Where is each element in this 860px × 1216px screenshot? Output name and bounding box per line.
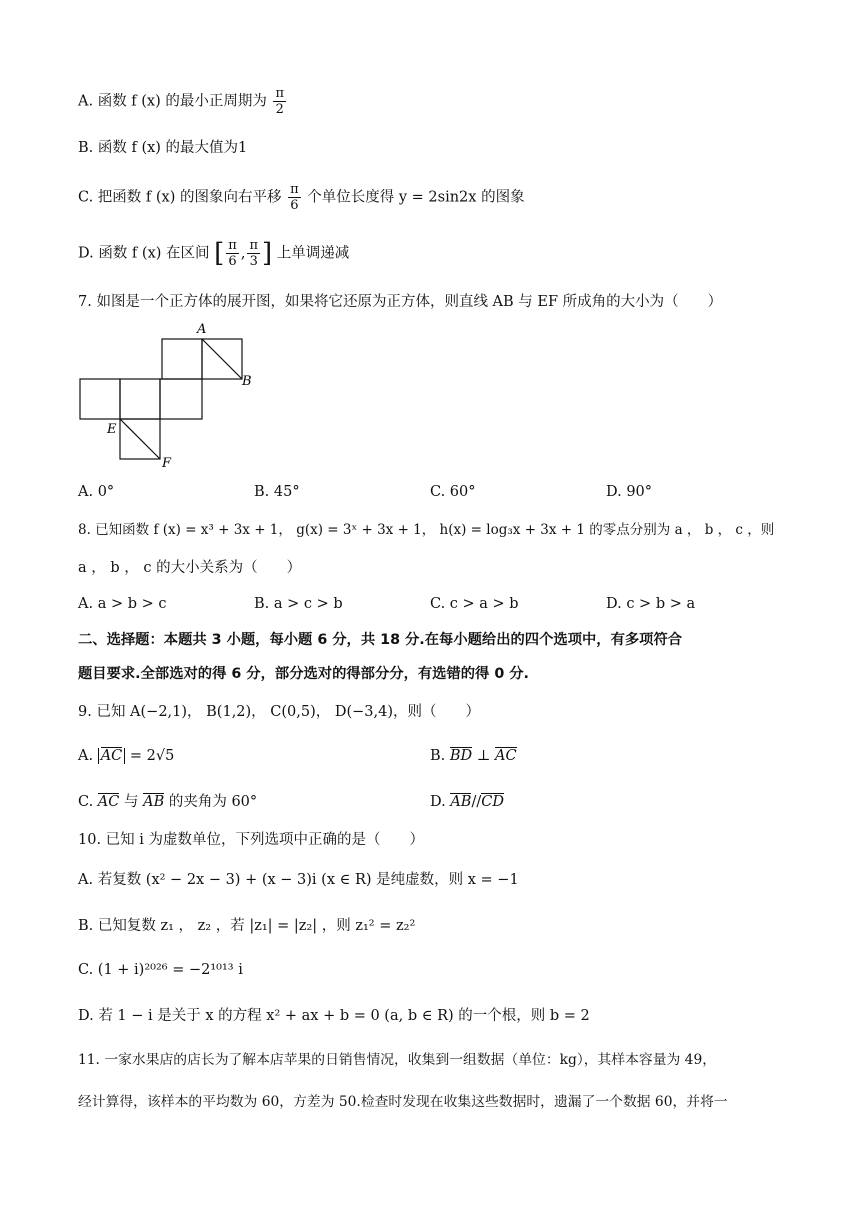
option-label: A.	[78, 748, 94, 764]
q11-line2: 经计算得，该样本的平均数为 60，方差为 50.检查时发现在收集这些数据时，遗漏了一个数据 60，并将一	[78, 1094, 728, 1110]
fraction-denominator: 6	[228, 254, 237, 269]
q8-option-d: D. c > b > a	[606, 596, 696, 612]
q9-stem: 9. 已知 A(−2,1)， B(1,2)， C(0,5)， D(−3,4)，则（ ）	[78, 704, 481, 720]
q7-stem: 7. 如图是一个正方体的展开图，如果将它还原为正方体，则直线 AB 与 EF 所成角的大小为（ ）	[78, 294, 723, 310]
right-bracket: ]	[261, 238, 273, 269]
q9-option-d	[430, 792, 504, 812]
fraction-denominator: 6	[290, 198, 299, 213]
q7-option-a: A. 0°	[78, 484, 115, 500]
label-e: E	[107, 422, 117, 437]
q9-option-a	[78, 746, 174, 766]
q10-option-a: A. 若复数 (x² − 2x − 3) + (x − 3)i (x ∈ R) 是纯虚数，则 x = −1	[78, 872, 519, 888]
fraction-numerator: π	[228, 238, 237, 253]
option-c-mid: 与	[123, 794, 139, 810]
q6-option-d-fraction-1	[226, 238, 239, 269]
fraction-denominator: 2	[275, 102, 284, 117]
fraction-denominator: 3	[249, 254, 258, 269]
vector-ac: AC	[100, 748, 123, 764]
fraction-numerator: π	[290, 182, 299, 197]
q10-option-d: D. 若 1 − i 是关于 x 的方程 x² + ax + b = 0 (a, b ∈ R) 的一个根，则 b = 2	[78, 1008, 590, 1024]
perpendicular-symbol: ⊥	[476, 748, 491, 764]
vector-cd: CD	[481, 794, 504, 810]
option-a-value: = 2√5	[129, 748, 175, 764]
q6-option-b: B. 函数 f (x) 的最大值为1	[78, 140, 248, 156]
option-label: D.	[430, 794, 446, 810]
magnitude-bars	[98, 748, 126, 764]
q10-stem: 10. 已知 i 为虚数单位，下列选项中正确的是（ ）	[78, 832, 425, 848]
vector-ac: AC	[495, 748, 517, 764]
parallel-symbol: //	[471, 794, 482, 810]
q6-option-d-pre: D. 函数 f (x) 在区间	[78, 245, 210, 262]
q6-option-c-pre: C. 把函数 f (x) 的图象向右平移	[78, 189, 282, 206]
q6-option-d: D. 函数 f (x) 在区间 [ $\frac{\pi}{6}$ , $\frac{\pi}{3}$ ] 上单调递减	[78, 238, 350, 269]
q9-option-c	[78, 792, 257, 812]
vector-ab: AB	[143, 794, 165, 810]
q8-stem-line2: a ， b ， c 的大小关系为（ ）	[78, 560, 302, 576]
section-two-heading-line2: 题目要求.全部选对的得 6 分，部分选对的得部分分，有选错的得 0 分.	[78, 666, 529, 682]
vector-ab: AB	[450, 794, 472, 810]
option-label: C.	[78, 794, 94, 810]
q8-option-c: C. c > a > b	[430, 596, 519, 612]
option-label: B.	[430, 748, 446, 764]
q6-option-d-fraction-2	[247, 238, 260, 269]
left-bracket: [	[214, 238, 225, 269]
q11-line1: 11. 一家水果店的店长为了解本店苹果的日销售情况，收集到一组数据（单位：kg），其样本容量为 49，	[78, 1052, 717, 1068]
fraction-numerator: π	[275, 86, 285, 101]
option-c-post: 的夹角为 60°	[168, 794, 258, 810]
q6-option-a	[78, 86, 288, 117]
label-f: F	[162, 456, 172, 470]
q6-option-a-fraction	[273, 86, 286, 117]
q6-option-a-text: A. 函数 f (x) 的最小正周期为	[78, 93, 267, 110]
q6-option-d-post: 上单调递减	[276, 245, 350, 262]
q7-option-c: C. 60°	[430, 484, 476, 500]
label-a: A	[197, 322, 207, 337]
vector-bd: BD	[449, 748, 473, 764]
q6-option-c-post: 个单位长度得 y = 2sin2x 的图象	[307, 189, 525, 206]
q7-option-b: B. 45°	[254, 484, 300, 500]
q6-option-c	[78, 182, 525, 213]
q9-option-b	[430, 746, 517, 766]
q10-option-c: C. (1 + i)²⁰²⁶ = −2¹⁰¹³ i	[78, 962, 243, 978]
q8-option-b: B. a > c > b	[254, 596, 343, 612]
q10-option-b: B. 已知复数 z₁ ， z₂ ，若 |z₁| = |z₂| ，则 z₁² = z₂²	[78, 918, 416, 934]
q8-option-a: A. a > b > c	[78, 596, 167, 612]
q6-option-c-fraction	[288, 182, 301, 213]
cube-net-figure	[72, 318, 262, 470]
q8-stem-line1: 8. 已知函数 f (x) = x³ + 3x + 1， g(x) = 3ˣ + 3x + 1， h(x) = log₃x + 3x + 1 的零点分别为 a ， b ， c ，则	[78, 522, 775, 538]
q7-option-d: D. 90°	[606, 484, 653, 500]
label-b: B	[242, 374, 252, 389]
vector-ac: AC	[97, 794, 120, 810]
section-two-heading-line1: 二、选择题：本题共 3 小题，每小题 6 分，共 18 分.在每小题给出的四个选项中，有多项符合	[78, 632, 683, 648]
fraction-numerator: π	[249, 238, 258, 253]
